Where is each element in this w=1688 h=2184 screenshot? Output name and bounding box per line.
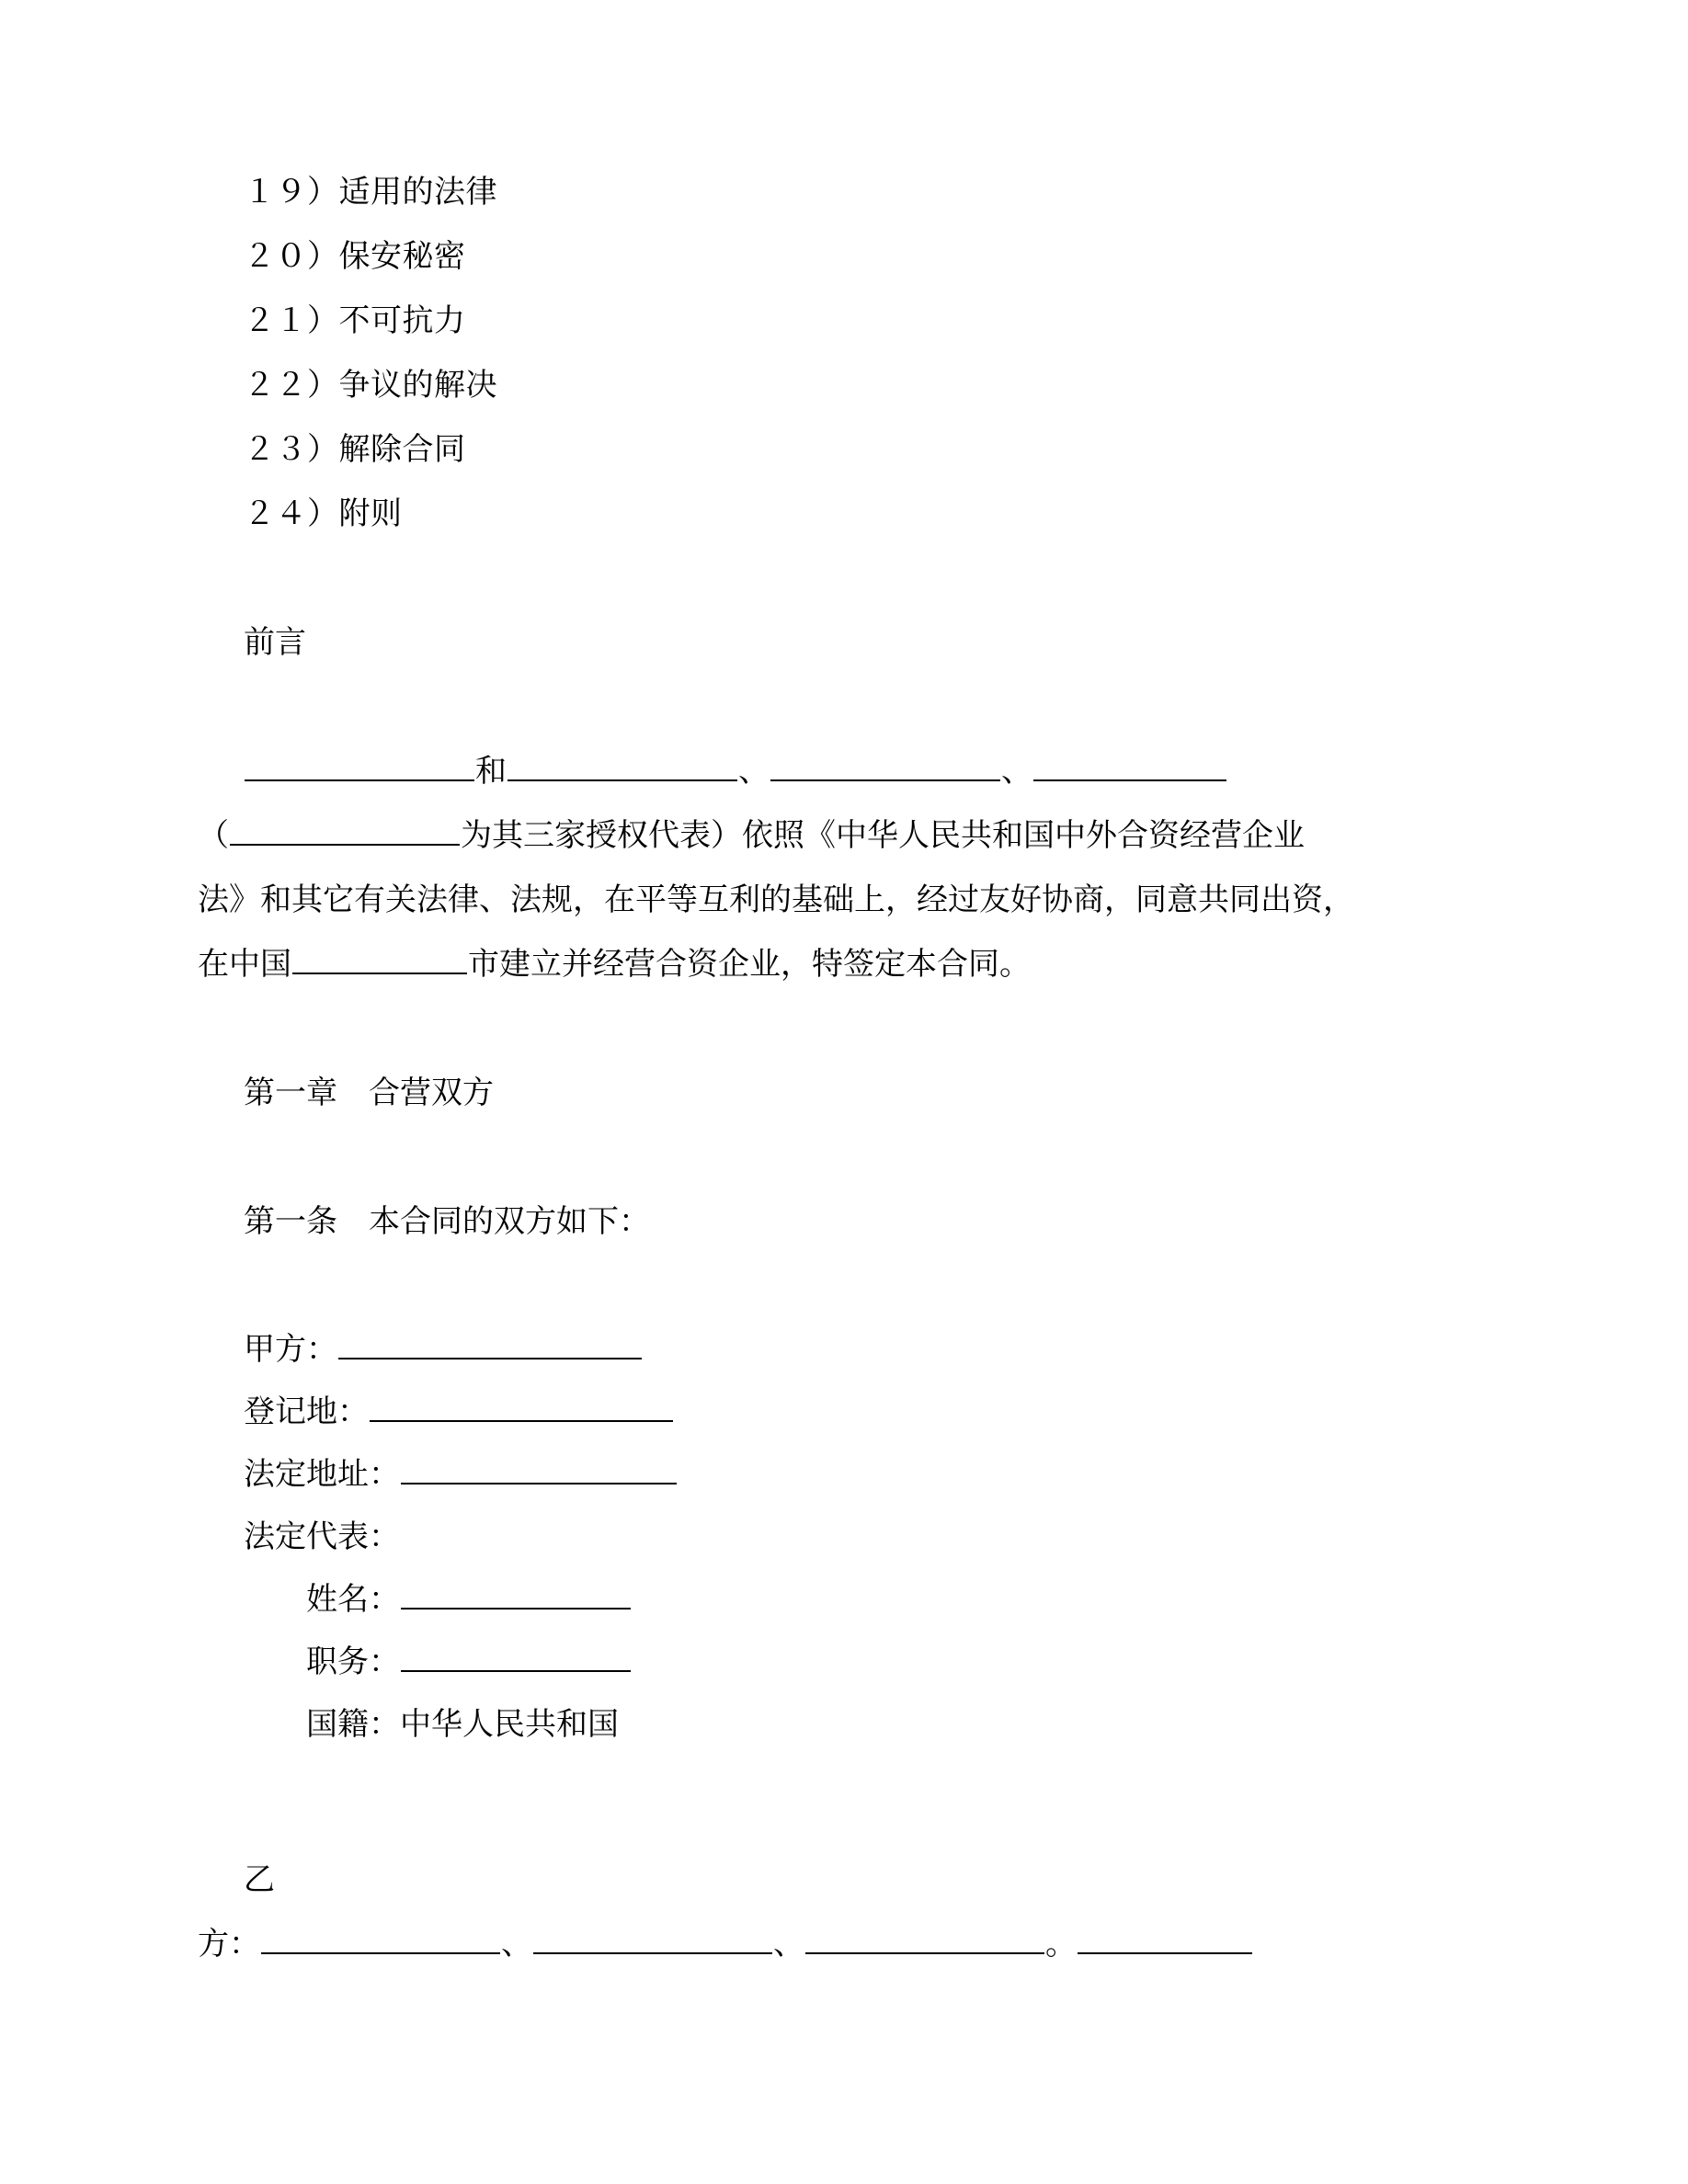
toc-item: ２３）解除合同 [244, 433, 466, 467]
name-label: 姓名： [306, 1583, 400, 1617]
intro-text: 市建立并经营合资企业，特签定本合同。 [468, 948, 1031, 982]
spacer [244, 1126, 1448, 1190]
intro-conj: 和 [475, 755, 507, 789]
chapter-label: 第一章 [244, 1076, 337, 1110]
legal-rep-label: 法定代表： [244, 1520, 400, 1554]
spacer [244, 1757, 1448, 1848]
article-one-heading [244, 1190, 1448, 1255]
chapter-one-heading [244, 1062, 1448, 1126]
intro-paragraph [198, 740, 1448, 997]
chapter-title: 合营双方 [369, 1076, 494, 1110]
party-b-end: 。 [1045, 1928, 1077, 1962]
party-a-rep-title-row [244, 1632, 1448, 1694]
blank-field[interactable] [401, 1639, 631, 1672]
party-b-fields-line [198, 1913, 1448, 1977]
party-b-sep: 、 [773, 1928, 804, 1962]
party-a-legal-rep-row [244, 1507, 1448, 1569]
preface-title: 前言 [244, 626, 306, 660]
intro-sep: 、 [738, 755, 770, 789]
party-a-rep-nationality-row [244, 1694, 1448, 1757]
intro-text: 法》和其它有关法律、法规，在平等互利的基础上，经过友好协商，同意共同出资， [198, 883, 1354, 917]
legal-address-label: 法定地址： [244, 1458, 400, 1492]
intro-line-1 [244, 740, 1448, 804]
party-b-label-line [244, 1848, 1448, 1913]
nationality-label: 国籍： [306, 1708, 400, 1742]
party-a-name-row [244, 1319, 1448, 1382]
toc-item: ２２）争议的解决 [244, 369, 497, 403]
blank-field[interactable] [338, 1326, 642, 1359]
intro-line-3 [198, 869, 1448, 933]
party-a-legal-address-row [244, 1444, 1448, 1507]
blank-field[interactable] [245, 748, 474, 781]
spacer [244, 997, 1448, 1062]
spacer [244, 547, 1448, 611]
blank-field[interactable] [370, 1389, 673, 1422]
intro-text: 在中国 [198, 948, 291, 982]
intro-sep: 、 [1001, 755, 1032, 789]
toc-item: ２１）不可抗力 [244, 304, 466, 338]
intro-line-2 [198, 804, 1448, 869]
registration-label: 登记地： [244, 1395, 369, 1429]
toc-item: ２０）保安秘密 [244, 240, 466, 274]
title-label: 职务： [306, 1645, 400, 1679]
paren-open: （ [198, 819, 229, 853]
blank-field[interactable] [292, 941, 467, 974]
blank-field[interactable] [261, 1921, 500, 1954]
party-b-sep: 、 [501, 1928, 532, 1962]
article-text: 本合同的双方如下： [369, 1205, 650, 1239]
blank-field[interactable] [508, 748, 737, 781]
party-b-label: 方： [198, 1928, 260, 1962]
document-body [198, 161, 1448, 1977]
blank-field[interactable] [770, 748, 1000, 781]
blank-field[interactable] [230, 813, 460, 846]
blank-field[interactable] [401, 1451, 677, 1484]
party-a-rep-name-row [244, 1569, 1448, 1632]
party-b-char: 乙 [244, 1863, 275, 1897]
blank-field[interactable] [401, 1576, 631, 1610]
spacer [244, 676, 1448, 740]
toc-item: １９）适用的法律 [244, 176, 497, 210]
intro-text: 为其三家授权代表）依照《中华人民共和国中外合资经营企业 [461, 819, 1305, 853]
party-a-label: 甲方： [244, 1333, 337, 1367]
toc-item: ２４）附则 [244, 497, 403, 531]
intro-line-4 [198, 933, 1448, 997]
blank-field[interactable] [805, 1921, 1044, 1954]
blank-field[interactable] [1078, 1921, 1252, 1954]
party-a-registration-row [244, 1382, 1448, 1444]
spacer [244, 1255, 1448, 1319]
article-label: 第一条 [244, 1205, 337, 1239]
blank-field[interactable] [1033, 748, 1226, 781]
blank-field[interactable] [533, 1921, 772, 1954]
nationality-value: 中华人民共和国 [400, 1708, 619, 1742]
